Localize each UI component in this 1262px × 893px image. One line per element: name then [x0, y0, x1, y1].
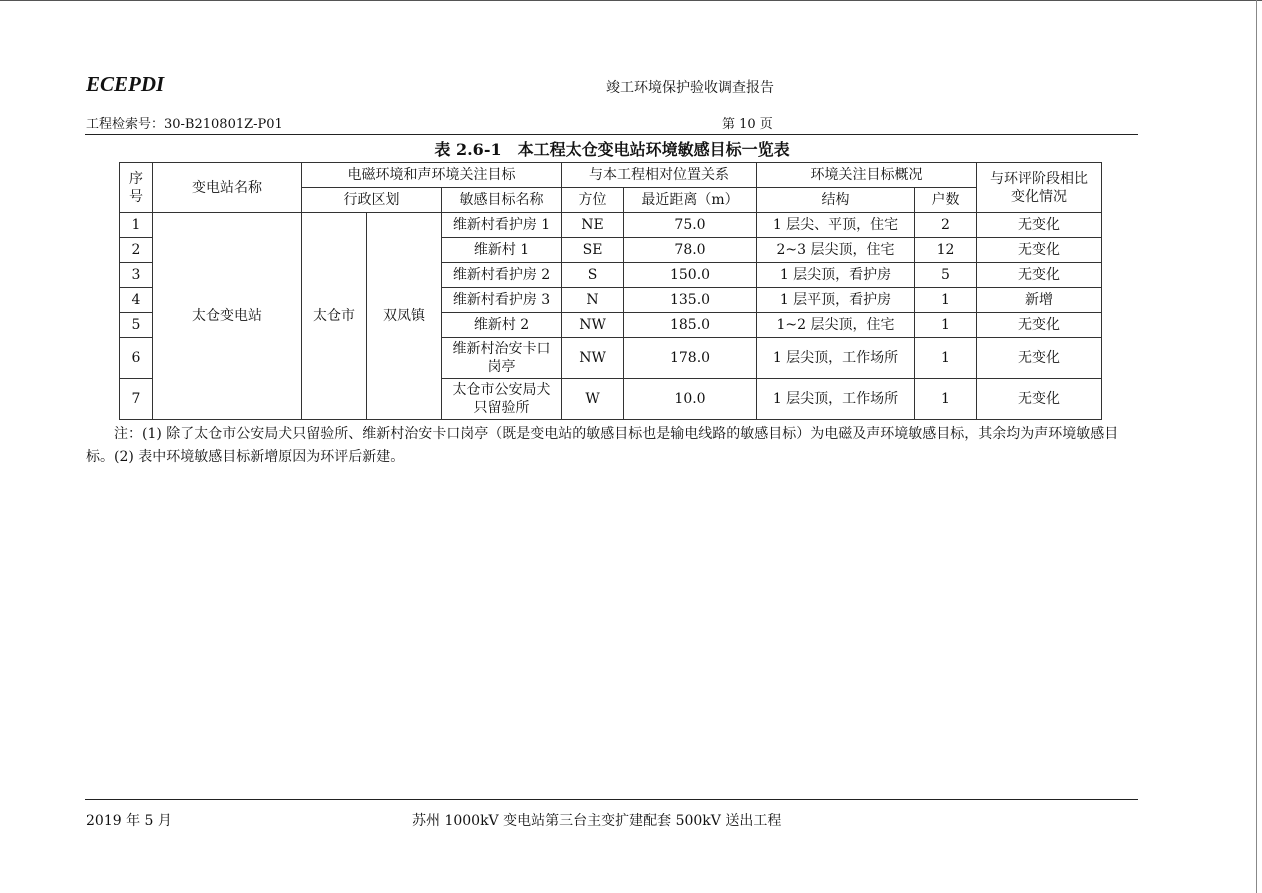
cell-distance: 185.0	[624, 313, 757, 338]
cell-households: 1	[915, 379, 977, 420]
cell-target-name: 维新村治安卡口岗亭	[442, 338, 562, 379]
header-env-overview: 环境关注目标概况	[757, 163, 977, 188]
cell-change: 无变化	[977, 213, 1102, 238]
cell-change: 无变化	[977, 263, 1102, 288]
header-em-targets: 电磁环境和声环境关注目标	[302, 163, 562, 188]
cell-no: 7	[120, 379, 153, 420]
table-note: 注：(1) 除了太仓市公安局犬只留验所、维新村治安卡口岗亭（既是变电站的敏感目标也是输电线路的敏感目标）为电磁及声环境敏感目标，其余均为声环境敏感目标。(2) 表中环境敏感目标新增原因为环评后新建。	[86, 426, 1119, 465]
page-border-top	[0, 0, 1262, 1]
cell-households: 1	[915, 313, 977, 338]
cell-structure: 1 层尖、平顶，住宅	[757, 213, 915, 238]
footer-date: 2019 年 5 月	[86, 813, 172, 829]
project-index-number: 工程检索号：30-B210801Z-P01	[86, 117, 283, 132]
cell-station: 太仓变电站	[153, 213, 302, 420]
header-admin-division: 行政区划	[302, 188, 442, 213]
page-number: 第 10 页	[722, 117, 773, 132]
cell-households: 5	[915, 263, 977, 288]
cell-direction: NW	[562, 313, 624, 338]
cell-town: 双凤镇	[367, 213, 442, 420]
cell-structure: 2~3 层尖顶，住宅	[757, 238, 915, 263]
cell-households: 2	[915, 213, 977, 238]
cell-structure: 1 层平顶，看护房	[757, 288, 915, 313]
cell-city: 太仓市	[302, 213, 367, 420]
company-logo: ECEPDI	[86, 72, 165, 96]
header-distance: 最近距离（m）	[624, 188, 757, 213]
cell-target-name: 太仓市公安局犬只留验所	[442, 379, 562, 420]
cell-direction: W	[562, 379, 624, 420]
cell-change: 无变化	[977, 379, 1102, 420]
table-row	[120, 213, 1102, 238]
cell-distance: 75.0	[624, 213, 757, 238]
cell-households: 1	[915, 288, 977, 313]
cell-target-name: 维新村看护房 1	[442, 213, 562, 238]
cell-no: 1	[120, 213, 153, 238]
header-target-name: 敏感目标名称	[442, 188, 562, 213]
footer-rule	[85, 799, 1138, 800]
cell-no: 5	[120, 313, 153, 338]
cell-households: 1	[915, 338, 977, 379]
header-structure: 结构	[757, 188, 915, 213]
page-border-right	[1256, 0, 1257, 893]
cell-direction: SE	[562, 238, 624, 263]
cell-change: 无变化	[977, 313, 1102, 338]
cell-target-name: 维新村 2	[442, 313, 562, 338]
header-seq: 序号	[120, 163, 153, 213]
cell-structure: 1~2 层尖顶，住宅	[757, 313, 915, 338]
cell-target-name: 维新村看护房 3	[442, 288, 562, 313]
header-station: 变电站名称	[153, 163, 302, 213]
table-title: 表 2.6-1 本工程太仓变电站环境敏感目标一览表	[434, 140, 790, 159]
cell-direction: S	[562, 263, 624, 288]
cell-no: 2	[120, 238, 153, 263]
cell-direction: NW	[562, 338, 624, 379]
header-change: 与环评阶段相比变化情况	[977, 163, 1102, 213]
cell-structure: 1 层尖顶，工作场所	[757, 379, 915, 420]
header-households: 户数	[915, 188, 977, 213]
cell-distance: 78.0	[624, 238, 757, 263]
cell-change: 无变化	[977, 338, 1102, 379]
sensitive-targets-table	[119, 162, 1102, 420]
header-relative-position: 与本工程相对位置关系	[562, 163, 757, 188]
cell-target-name: 维新村 1	[442, 238, 562, 263]
cell-change: 新增	[977, 288, 1102, 313]
cell-distance: 135.0	[624, 288, 757, 313]
cell-households: 12	[915, 238, 977, 263]
cell-distance: 178.0	[624, 338, 757, 379]
cell-structure: 1 层尖顶，工作场所	[757, 338, 915, 379]
cell-change: 无变化	[977, 238, 1102, 263]
cell-distance: 150.0	[624, 263, 757, 288]
table-header-row-1	[120, 163, 1102, 188]
cell-distance: 10.0	[624, 379, 757, 420]
header-direction: 方位	[562, 188, 624, 213]
footer-project-name: 苏州 1000kV 变电站第三台主变扩建配套 500kV 送出工程	[412, 813, 782, 829]
document-title: 竣工环境保护验收调查报告	[606, 80, 774, 96]
cell-no: 3	[120, 263, 153, 288]
cell-direction: NE	[562, 213, 624, 238]
cell-target-name: 维新村看护房 2	[442, 263, 562, 288]
header-rule	[85, 134, 1138, 135]
cell-no: 4	[120, 288, 153, 313]
cell-no: 6	[120, 338, 153, 379]
cell-structure: 1 层尖顶，看护房	[757, 263, 915, 288]
cell-direction: N	[562, 288, 624, 313]
